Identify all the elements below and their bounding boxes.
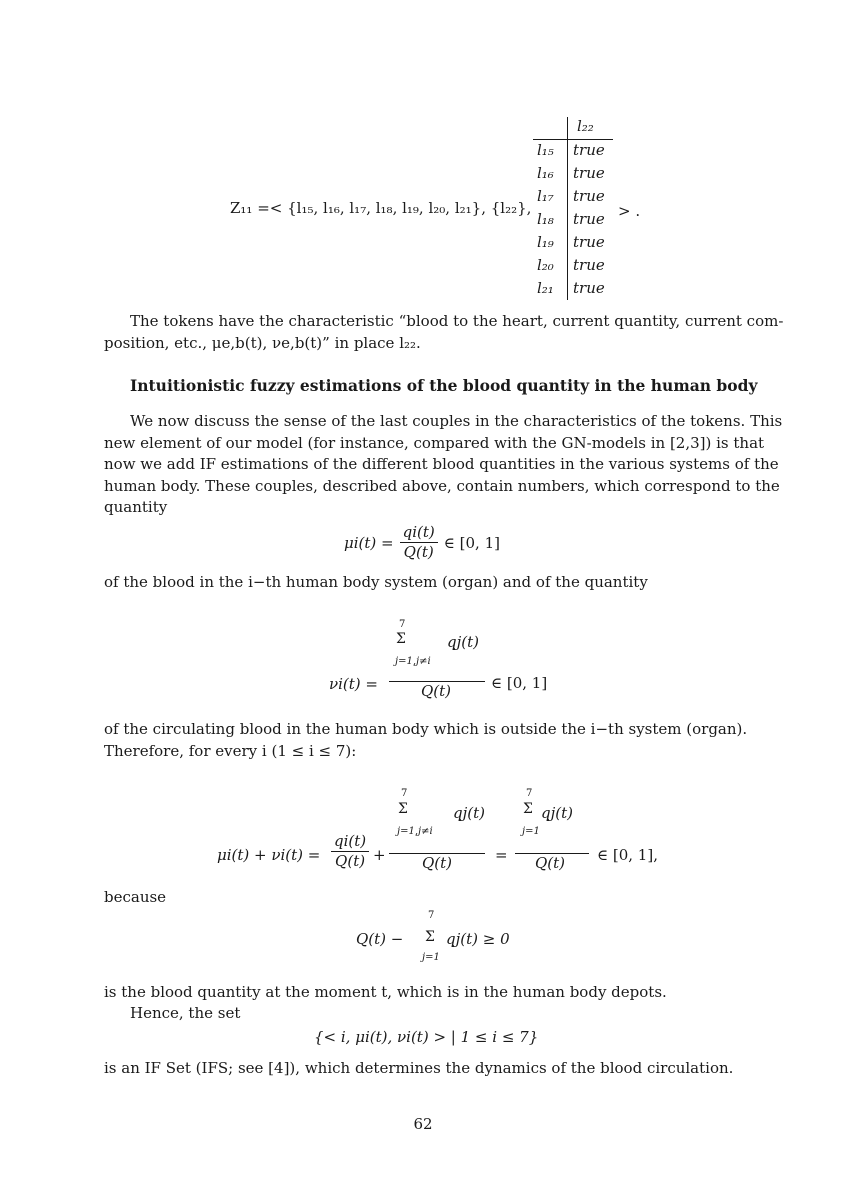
text-final: is an IF Set (IFS; see [4]), which determines the dynamics of the blood circulation. xyxy=(104,1059,734,1077)
equation-depot: Q(t) − 7 Σ j=1 qj(t) ≥ 0 xyxy=(356,910,510,963)
page-number: 62 xyxy=(413,1115,433,1133)
equation-mu: μi(t) = $\frac{qi(t)}{Q(t)}$ ∈ [0, 1] xyxy=(344,523,500,561)
z11-row: l₁₆ true xyxy=(537,164,605,182)
equation-ifs: {< i, μi(t), νi(t) > | 1 ≤ i ≤ 7} xyxy=(314,1028,539,1046)
z11-row: l₁₅ true xyxy=(537,141,605,159)
z11-column-header: l₂₂ xyxy=(577,117,594,135)
z11-row: l₁₇ true xyxy=(537,187,605,205)
text-because: because xyxy=(104,888,167,906)
z11-row: l₁₈ true xyxy=(537,210,605,228)
text-after-mu: of the blood in the i−th human body system (organ) and of the quantity xyxy=(104,573,648,591)
paragraph-tokens: The tokens have the characteristic “blood to the heart, current quantity, current com- position, etc., μe,b(t), νe,b(t)” in place l₂₂. xyxy=(104,312,784,352)
section-heading: Intuitionistic fuzzy estimations of the blood quantity in the human body xyxy=(130,376,758,395)
z11-right: > . xyxy=(618,202,641,220)
text-hence: Hence, the set xyxy=(130,1004,241,1022)
z11-row: l₁₉ true xyxy=(537,233,605,251)
equation-sum: μi(t) + νi(t) = $\frac{qi(t)}{Q(t)}$ + 7 Σ j=1,j≠i qj(t) Q(t) = 7 Σ j=1 qj(t) Q(t) ∈ [0, 1], xyxy=(217,788,658,872)
paragraph-circulating: of the circulating blood in the human body which is outside the i−th system (organ). Therefore, for every i (1 ≤ i ≤ 7): xyxy=(104,720,748,760)
z11-row: l₂₁ true xyxy=(537,279,605,297)
z11-left: Z₁₁ =< {l₁₅, l₁₆, l₁₇, l₁₈, l₁₉, l₂₀, l₂₁}, {l₂₂}, xyxy=(230,199,532,217)
paragraph-intro: We now discuss the sense of the last couples in the characteristics of the tokens. This new element of our model (for instance, compared with the GN-models in [2,3]) is that now we add IF estimations of the different blood quantities in the various systems of the human body. These couples, described above, contain numbers, which correspond to the quantity xyxy=(104,412,783,516)
text-after-depot: is the blood quantity at the moment t, which is in the human body depots. xyxy=(104,983,667,1001)
z11-row: l₂₀ true xyxy=(537,256,605,274)
equation-nu: νi(t) = 7 Σ j=1,j≠i qj(t) Q(t) ∈ [0, 1] xyxy=(329,619,548,700)
